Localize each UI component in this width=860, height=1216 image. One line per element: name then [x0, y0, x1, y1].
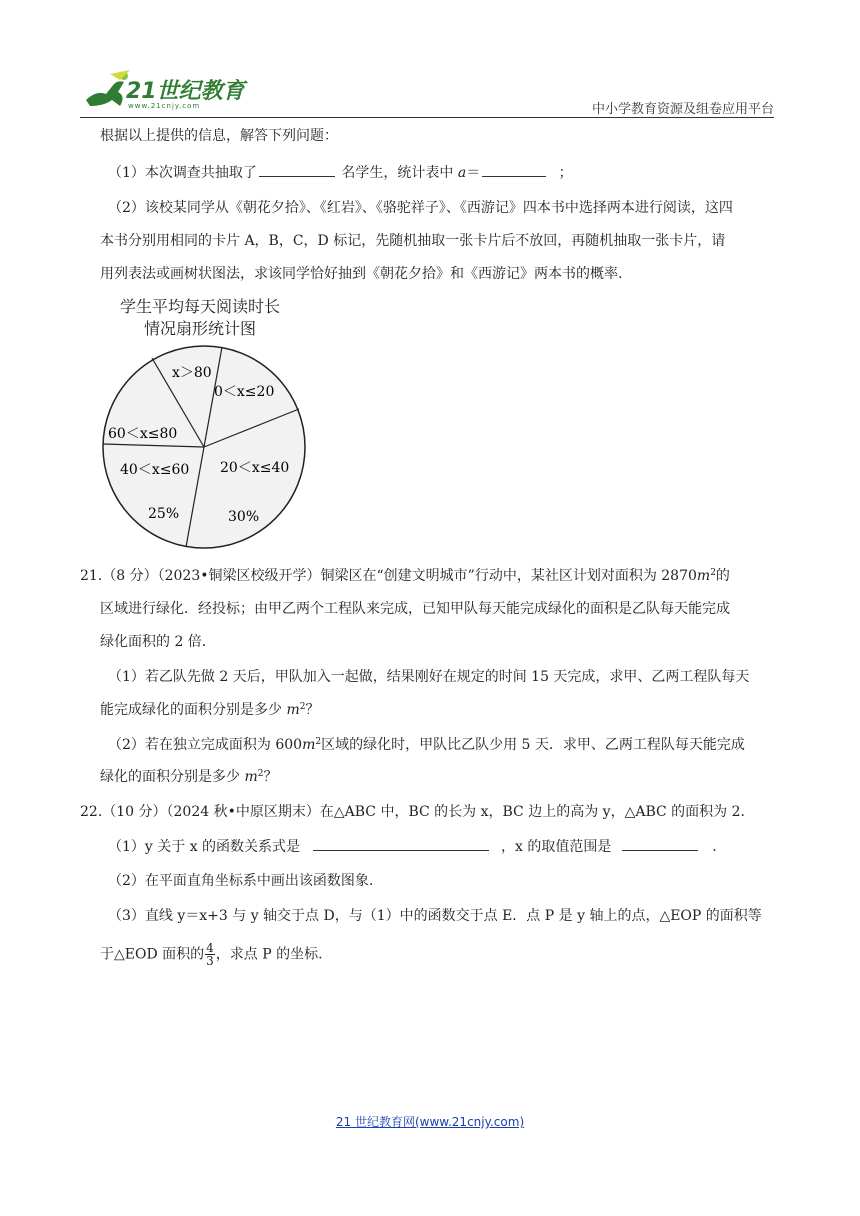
- question-mark: ？: [305, 702, 320, 718]
- slice-label-0-20: 0＜x≤20: [214, 384, 275, 400]
- question-mark: ？: [263, 769, 278, 785]
- q22-p3-text-b: ，求点 P 的坐标.: [215, 946, 323, 963]
- unit-m: m: [286, 702, 300, 718]
- chart-title-line2: 情况扇形统计图: [143, 319, 256, 338]
- q21-line1: [80, 566, 730, 586]
- superscript-2: 2: [257, 769, 264, 779]
- fraction-4-3: [205, 942, 215, 967]
- q21-line2: 区域进行绿化．经投标；由甲乙两个工程队来完成，已知甲队每天能完成绿化的面积是乙队每天能完成: [100, 601, 730, 617]
- answer-blank-4[interactable]: [622, 836, 698, 851]
- unit-m: m: [244, 769, 258, 785]
- q22-p3-text-a: 于△EOD 面积的: [100, 946, 205, 963]
- q20-part2-line2: 本书分别用相同的卡片 A，B，C，D 标记，先随机抽取一张卡片后不放回，再随机抽取一张卡片，请: [100, 233, 726, 249]
- superscript-2: 2: [299, 702, 306, 712]
- slice-label-x-gt-80: x＞80: [172, 365, 212, 381]
- q21-line3: 绿化面积的 2 倍．: [100, 634, 216, 650]
- q21-text-b: 的: [715, 568, 730, 584]
- q21-text-a: （8 分）（2023•铜梁区校级开学）铜梁区在“创建文明城市”行动中，某社区计划对面积为 2870: [102, 568, 697, 584]
- q21-p1-line2: [100, 700, 319, 720]
- q22-line1: [80, 802, 745, 822]
- intro-text: 根据以上提供的信息，解答下列问题：: [100, 128, 338, 144]
- q21-p1-text: 能完成绿化的面积分别是多少: [100, 702, 282, 718]
- q20-part2-line3: 用列表法或画树状图法，求该同学恰好抽到《朝花夕拾》和《西游记》两本书的概率.: [100, 266, 623, 282]
- period: .: [712, 839, 717, 855]
- semicolon: ；: [558, 165, 573, 181]
- header-divider: [80, 117, 774, 118]
- q22-p1-text-b: ，x 的取值范围是: [500, 839, 612, 855]
- answer-blank-1[interactable]: [259, 162, 335, 177]
- slice-percent-40-60: 25%: [148, 506, 180, 522]
- fraction-numerator: 4: [206, 941, 214, 955]
- answer-blank-2[interactable]: [482, 162, 546, 177]
- answer-blank-3[interactable]: [313, 836, 489, 851]
- q22-number: 22.: [80, 804, 103, 820]
- superscript-2: 2: [710, 568, 716, 578]
- logo-url: www.21cnjy.com: [128, 102, 201, 110]
- slice-label-20-40: 20＜x≤40: [220, 460, 290, 476]
- q21-p1-line1: （1）若乙队先做 2 天后，甲队加入一起做，结果刚好在规定的时间 15 天完成，求甲、乙两工程队每天: [108, 669, 750, 685]
- q22-text: （10 分）（2024 秋•中原区期末）在△ABC 中，BC 的长为 x，BC 边上的高为 y，△ABC 的面积为 2.: [102, 804, 745, 820]
- unit-m: m: [302, 737, 316, 753]
- slice-label-40-60: 40＜x≤60: [120, 462, 190, 478]
- q22-p1-text-a: （1）y 关于 x 的函数关系式是: [108, 839, 301, 855]
- q21-p2-text-b: 区域的绿化时，甲队比乙队少用 5 天．求甲、乙两工程队每天能完成: [321, 737, 745, 753]
- equals: ＝: [466, 165, 481, 181]
- q20-part1-text-b: 名学生，统计表中: [341, 165, 454, 181]
- q21-p2-text-a: （2）若在独立完成面积为 600: [108, 737, 303, 753]
- unit-m: m: [696, 568, 711, 584]
- slice-percent-20-40: 30%: [228, 509, 260, 525]
- q22-p1: [108, 836, 717, 857]
- platform-name: 中小学教育资源及组卷应用平台: [591, 102, 774, 117]
- q22-p3-line1: （3）直线 y＝x+3 与 y 轴交于点 D，与（1）中的函数交于点 E．点 P 是 y 轴上的点，△EOP 的面积等: [108, 908, 762, 924]
- footer-link[interactable]: 21 世纪教育网(www.21cnjy.com): [335, 1115, 525, 1129]
- q22-p3-line2: [100, 942, 323, 967]
- pie-chart: [100, 344, 310, 554]
- var-a: a: [457, 165, 467, 181]
- chart-title-line1: 学生平均每天阅读时长: [119, 297, 280, 316]
- logo: [80, 66, 260, 114]
- fraction-denominator: 3: [206, 954, 214, 968]
- superscript-2: 2: [315, 737, 322, 747]
- logo-text: 21世纪教育: [126, 79, 245, 104]
- slice-label-60-80: 60＜x≤80: [108, 426, 178, 442]
- q21-p2-text: 绿化的面积分别是多少: [100, 769, 240, 785]
- q21-p2-line2: [100, 767, 277, 787]
- q20-part2-line1: （2）该校某同学从《朝花夕拾》、《红岩》、《骆驼祥子》、《西游记》四本书中选择两本进行阅读，这四: [108, 200, 733, 216]
- q21-p2-line1: [108, 735, 745, 755]
- q22-p2: （2）在平面直角坐标系中画出该函数图象.: [108, 873, 374, 889]
- q20-part1: [108, 162, 573, 183]
- q20-part1-text-a: （1）本次调查共抽取了: [108, 165, 257, 181]
- q21-number: 21.: [80, 568, 103, 584]
